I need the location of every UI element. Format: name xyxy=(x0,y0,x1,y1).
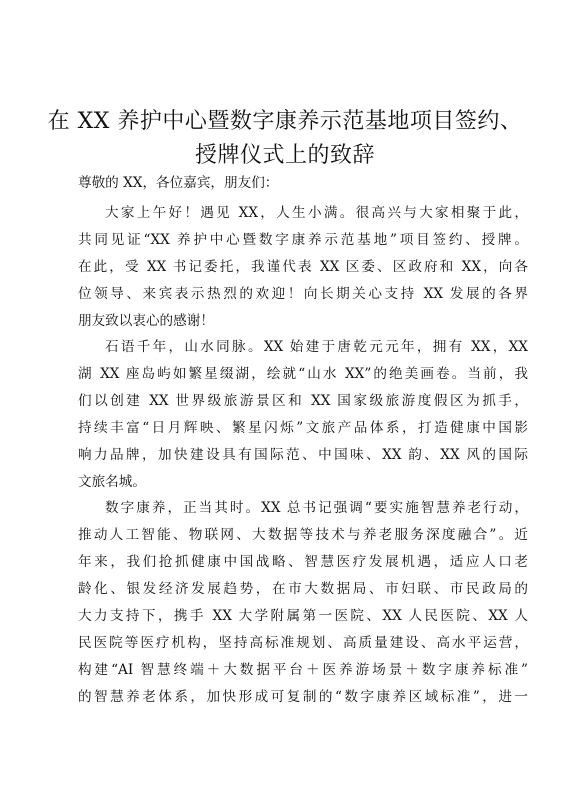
paragraph-line: 石语千年，山水同脉。XX 始建于唐乾元元年，拥有 XX，XX xyxy=(105,339,528,355)
paragraph-line: 在此，受 XX 书记委托，我谨代表 XX 区委、区政府和 XX，向各 xyxy=(78,259,528,275)
paragraph-line: 民医院等医疗机构，坚持高标准规划、高质量建设、高水平运营， xyxy=(78,635,528,651)
document-title-line-2: 授牌仪式上的致辞 xyxy=(194,143,375,168)
paragraph-line: 龄化、银发经济发展趋势，在市大数据局、市妇联、市民政局的 xyxy=(78,581,528,597)
paragraph-line: 构建“AI 智慧终端＋大数据平台＋医养游场景＋数字康养标准” xyxy=(78,662,528,678)
paragraph-line: 大力支持下，携手 XX 大学附属第一医院、XX 人民医院、XX 人 xyxy=(78,608,528,624)
paragraph-line: 响力品牌，加快建设具有国际范、中国味、XX 韵、XX 风的国际 xyxy=(78,447,528,463)
paragraph-line: 年来，我们抢抓健康中国战略、智慧医疗发展机遇，适应人口老 xyxy=(78,554,528,570)
paragraph-line: 们以创建 XX 世界级旅游景区和 XX 国家级旅游度假区为抓手， xyxy=(78,393,528,409)
paragraph-line: 湖 XX 座岛屿如繁星缀湖，绘就“山水 XX”的绝美画卷。当前，我 xyxy=(78,366,528,382)
paragraph-line: 位领导、来宾表示热烈的欢迎！向长期关心支持 XX 发展的各界 xyxy=(78,286,528,302)
paragraph-line: 大家上午好！遇见 XX，人生小满。很高兴与大家相聚于此， xyxy=(105,205,528,221)
salutation: 尊敬的 XX，各位嘉宾，朋友们： xyxy=(78,175,279,191)
paragraph-line: 推动人工智能、物联网、大数据等技术与养老服务深度融合”。近 xyxy=(78,527,528,543)
paragraph-line: 持续丰富“日月辉映、繁星闪烁”文旅产品体系，打造健康中国影 xyxy=(78,420,528,436)
paragraph-line: 共同见证“XX 养护中心暨数字康养示范基地”项目签约、授牌。 xyxy=(78,232,528,248)
paragraph-line: 文旅名城。 xyxy=(78,474,146,490)
paragraph-line: 数字康养，正当其时。XX 总书记强调“要实施智慧养老行动， xyxy=(105,500,528,516)
paragraph-line: 朋友致以衷心的感谢！ xyxy=(78,313,214,329)
paragraph-line: 的智慧养老体系，加快形成可复制的“数字康养区域标准”，进一 xyxy=(78,689,528,705)
document-title-line-1: 在 XX 养护中心暨数字康养示范基地项目签约、 xyxy=(47,109,523,134)
